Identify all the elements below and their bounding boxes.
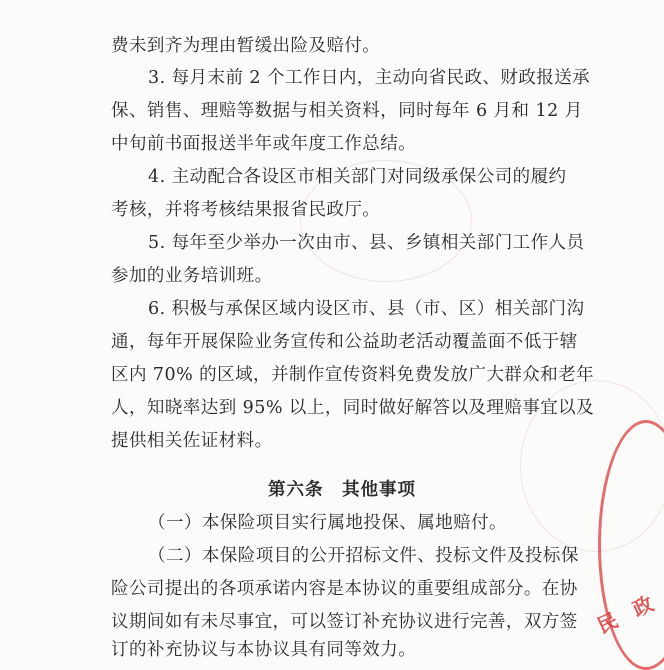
section-heading: 第六条 其他事项 xyxy=(268,480,416,500)
text-line-3: 保、销售、理赔等数据与相关资料，同时每年 6 月和 12 月 xyxy=(111,101,583,121)
text-line-19: 订的补充协议与本协议具有同等效力。 xyxy=(111,640,417,660)
text-line-15: （一）本保险项目实行属地投保、属地赔付。 xyxy=(148,513,507,533)
text-line-1: 费未到齐为理由暂缓出险及赔付。 xyxy=(111,36,381,56)
text-line-17: 险公司提出的各项承诺内容是本协议的重要组成部分。在协 xyxy=(111,579,578,599)
text-line-4: 中旬前书面报送半年或年度工作总结。 xyxy=(111,134,417,154)
text-line-11: 区内 70% 的区域，并制作宣传资料免费发放广大群众和老年 xyxy=(111,365,595,385)
text-line-6: 考核，并将考核结果报省民政厅。 xyxy=(111,200,381,220)
text-line-12: 人，知晓率达到 95% 以上，同时做好解答以及理赔事宜以及 xyxy=(111,398,595,418)
text-line-16: （二）本保险项目的公开招标文件、投标文件及投标保 xyxy=(148,546,579,566)
text-line-8: 参加的业务培训班。 xyxy=(111,266,273,286)
text-line-2: 3. 每月末前 2 个工作日内，主动向省民政、财政报送承 xyxy=(148,68,591,88)
text-line-9: 6. 积极与承保区域内设区市、县（市、区）相关部门沟 xyxy=(148,299,585,319)
seal-text: 民 政 xyxy=(593,588,663,639)
text-line-13: 提供相关佐证材料。 xyxy=(111,431,273,451)
text-line-10: 通，每年开展保险业务宣传和公益助老活动覆盖面不低于辖 xyxy=(111,332,578,352)
text-line-7: 5. 每年至少举办一次由市、县、乡镇相关部门工作人员 xyxy=(148,233,585,253)
text-line-5: 4. 主动配合各设区市相关部门对同级承保公司的履约 xyxy=(148,167,567,187)
text-line-18: 议期间如有未尽事宜，可以签订补充协议进行完善，双方签 xyxy=(111,612,578,632)
